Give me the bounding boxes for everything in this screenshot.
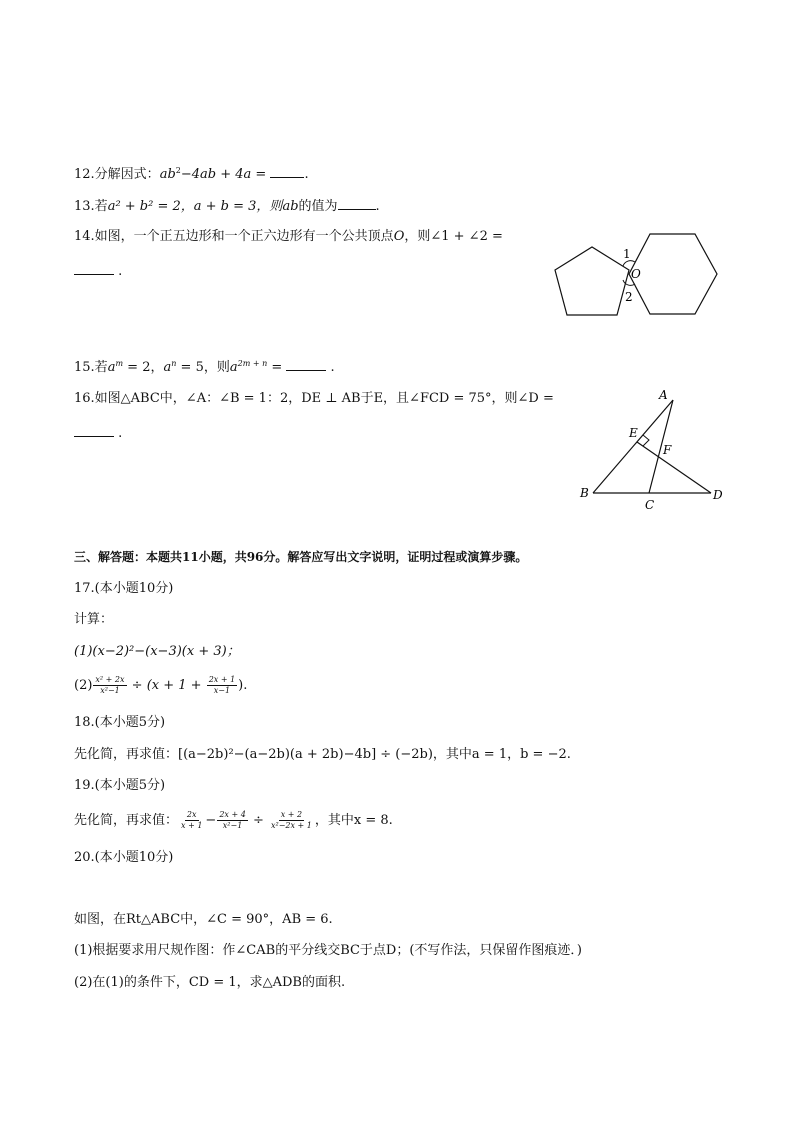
problem-13-expr: a² + b² = 2，a + b = 3，则 — [107, 199, 283, 214]
problem-15-eq3: = — [267, 360, 283, 375]
figure-triangle — [575, 385, 730, 515]
problem-20-line2: (1)根据要求用尺规作图：作∠CAB的平分线交BC于点D；(不写作法，只保留作图痕迹．) — [74, 943, 583, 958]
problem-18-body: 先化简，再求值：[(a−2b)²−(a−2b)(a + 2b)−4b] ÷ (−2b)，其中a = 1，b = −2. — [74, 747, 571, 762]
fraction-4-numerator: 2x + 4 — [219, 810, 246, 819]
problem-15-a3: a — [229, 360, 238, 375]
problem-15-eq2: = 5，则 — [176, 360, 230, 375]
problem-15 — [74, 358, 335, 377]
fraction-2 — [207, 675, 237, 696]
problem-15-n: n — [171, 359, 177, 368]
segment-ed — [637, 442, 711, 493]
label-c: C — [645, 498, 655, 512]
problem-13 — [74, 197, 380, 216]
label-e: E — [629, 426, 638, 440]
fraction-1 — [93, 675, 126, 696]
problem-16-end: . — [118, 426, 123, 441]
problem-15-end: . — [330, 360, 335, 375]
label-b: B — [580, 486, 589, 500]
problem-19-prefix: 先化简，再求值： — [74, 813, 179, 828]
problem-19-div: ÷ — [252, 813, 264, 828]
problem-12 — [74, 165, 309, 184]
fraction-3-denominator: x + 1 — [181, 821, 203, 830]
answer-blank[interactable] — [270, 165, 304, 178]
problem-15-a2: a — [163, 360, 172, 375]
problem-13-suffix: 的值为 — [298, 199, 338, 214]
problem-14-answer-line — [74, 262, 122, 281]
problem-15-exp: 2m + n — [237, 359, 268, 368]
problem-15-a1: a — [107, 360, 116, 375]
fraction-2-numerator: 2x + 1 — [208, 675, 236, 684]
problem-12-prefix: 12.分解因式： — [74, 167, 160, 182]
problem-13-end: . — [375, 199, 380, 214]
problem-15-eq1: = 2， — [123, 360, 164, 375]
fraction-2-denominator: x−1 — [213, 686, 231, 695]
right-angle-mark — [643, 435, 649, 446]
label-a: A — [659, 388, 668, 402]
problem-17-part2-prefix: (2) — [74, 678, 93, 693]
answer-blank[interactable] — [74, 262, 114, 275]
problem-16-answer-line — [74, 424, 122, 443]
problem-19-suffix: ，其中x = 8. — [314, 813, 393, 828]
problem-13-prefix: 13.若 — [74, 199, 108, 214]
problem-13-ab: ab — [282, 199, 299, 214]
angle-2-label: 2 — [625, 290, 633, 304]
problem-14-text-b: ，则∠1 + ∠2 = — [404, 229, 503, 244]
problem-12-exponent: 2 — [175, 166, 181, 175]
fraction-4-denominator: x²−1 — [222, 821, 243, 830]
fraction-3 — [179, 810, 204, 831]
hexagon-shape — [629, 234, 717, 314]
problem-14-end: . — [118, 264, 123, 279]
section-3-title: 三、解答题：本题共11小题，共96分。解答应写出文字说明，证明过程或演算步骤。 — [74, 550, 528, 564]
fraction-1-numerator: x² + 2x — [95, 675, 125, 684]
problem-14-o: O — [393, 229, 405, 244]
problem-17-div: ÷ (x + 1 + — [127, 678, 206, 693]
answer-blank[interactable] — [74, 424, 114, 437]
problem-14 — [74, 228, 503, 246]
problem-17-part2 — [74, 673, 247, 699]
problem-20-line1: 如图，在Rt△ABC中，∠C = 90°，AB = 6. — [74, 912, 333, 927]
problem-16 — [74, 390, 554, 408]
angle-1-label: 1 — [623, 247, 631, 261]
problem-12-expr-a: ab — [159, 167, 176, 182]
problem-15-prefix: 15.若 — [74, 360, 108, 375]
fraction-1-denominator: x²−1 — [100, 686, 120, 695]
problem-17-header: 17.(本小题10分) — [74, 581, 174, 596]
fraction-4 — [217, 810, 247, 831]
problem-14-text: 14.如图，一个正五边形和一个正六边形有一个公共顶点 — [74, 229, 394, 244]
fraction-5 — [269, 810, 314, 831]
problem-16-text: 16.如图△ABC中，∠A：∠B = 1：2，DE ⊥ AB于E，且∠FCD = 75°，则∠D = — [74, 391, 554, 406]
figure-pentagon-hexagon — [545, 228, 725, 320]
vertex-o-label: O — [631, 267, 641, 281]
problem-17-calc: 计算： — [74, 612, 114, 627]
problem-12-expr-c: −4ab + 4a = — [180, 167, 267, 182]
problem-17-part2-end: ). — [238, 678, 248, 693]
problem-19-header: 19.(本小题5分) — [74, 778, 166, 793]
label-f: F — [663, 443, 672, 457]
problem-12-end: . — [304, 167, 309, 182]
problem-15-m: m — [115, 359, 124, 368]
problem-20-header: 20.(本小题10分) — [74, 850, 174, 865]
fraction-3-numerator: 2x — [186, 810, 197, 819]
problem-19-minus: − — [205, 813, 217, 828]
fraction-5-numerator: x + 2 — [280, 810, 303, 819]
problem-17-part1: (1)(x−2)²−(x−3)(x + 3)； — [74, 644, 240, 659]
pentagon-shape — [555, 247, 629, 315]
answer-blank[interactable] — [338, 197, 376, 210]
fraction-5-denominator: x²−2x + 1 — [270, 821, 312, 830]
problem-19-body — [74, 808, 393, 834]
problem-20-line3: (2)在(1)的条件下，CD = 1，求△ADB的面积. — [74, 975, 346, 990]
problem-18-header: 18.(本小题5分) — [74, 715, 166, 730]
label-d: D — [713, 488, 723, 502]
answer-blank[interactable] — [286, 358, 326, 371]
